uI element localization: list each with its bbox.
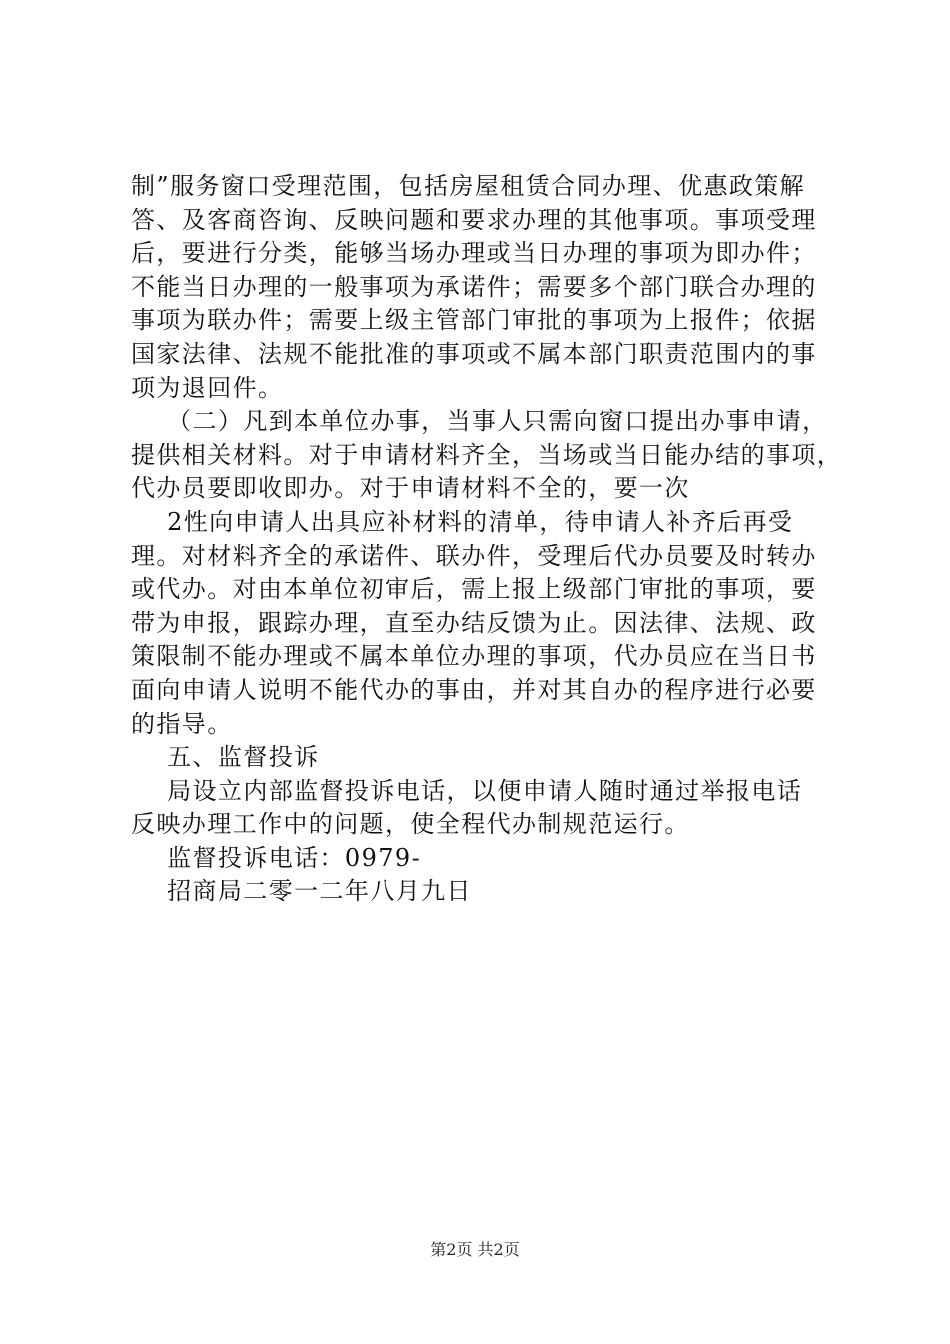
text-line: 制”服务窗口受理范围，包括房屋租赁合同办理、优惠政策解 — [131, 172, 806, 200]
text-line: 或代办。对由本单位初审后，需上报上级部门审批的事项，要 — [131, 575, 817, 604]
text-line: 答、及客商咨询、反映问题和要求办理的其他事项。事项受理 — [131, 205, 817, 234]
text-line: 的指导。 — [131, 709, 233, 738]
signature-line: 招商局二零一二年八月九日 — [131, 877, 472, 906]
text-line: 策限制不能办理或不属本单位办理的事项，代办员应在当日书 — [131, 642, 817, 671]
text-line: 代办员要即收即办。对于申请材料不全的，要一次 — [131, 474, 690, 503]
text-line: 不能当日办理的一般事项为承诺件；需要多个部门联合办理的 — [131, 272, 817, 301]
section-heading: 五、监督投诉 — [131, 743, 320, 772]
text-line: 反映办理工作中的问题，使全程代办制规范运行。 — [131, 810, 690, 839]
text-line: 国家法律、法规不能批准的事项或不属本部门职责范围内的事 — [131, 339, 817, 368]
text-line: 项为退回件。 — [131, 373, 284, 402]
text-line: 2性向申请人出具应补材料的清单，待申请人补齐后再受 — [131, 507, 794, 536]
body-text — [131, 170, 843, 909]
phone-line: 监督投诉电话：0979- — [131, 843, 422, 872]
text-line: 局设立内部监督投诉电话，以便申请人随时通过举报电话 — [131, 776, 803, 805]
text-line: 理。对材料齐全的承诺件、联办件，受理后代办员要及时转办 — [131, 541, 817, 570]
text-line: 后，要进行分类，能够当场办理或当日办理的事项为即办件； — [131, 239, 817, 268]
text-line: 事项为联办件；需要上级主管部门审批的事项为上报件；依据 — [131, 306, 817, 335]
text-line: （二）凡到本单位办事，当事人只需向窗口提出办事申请， — [131, 407, 828, 436]
text-line: 提供相关材料。对于申请材料齐全，当场或当日能办结的事项， — [131, 440, 843, 469]
page-number: 第2页 共2页 — [430, 1240, 520, 1259]
text-line: 面向申请人说明不能代办的事由，并对其自办的程序进行必要 — [131, 675, 817, 704]
text-line: 带为申报，跟踪办理，直至办结反馈为止。因法律、法规、政 — [131, 608, 817, 637]
